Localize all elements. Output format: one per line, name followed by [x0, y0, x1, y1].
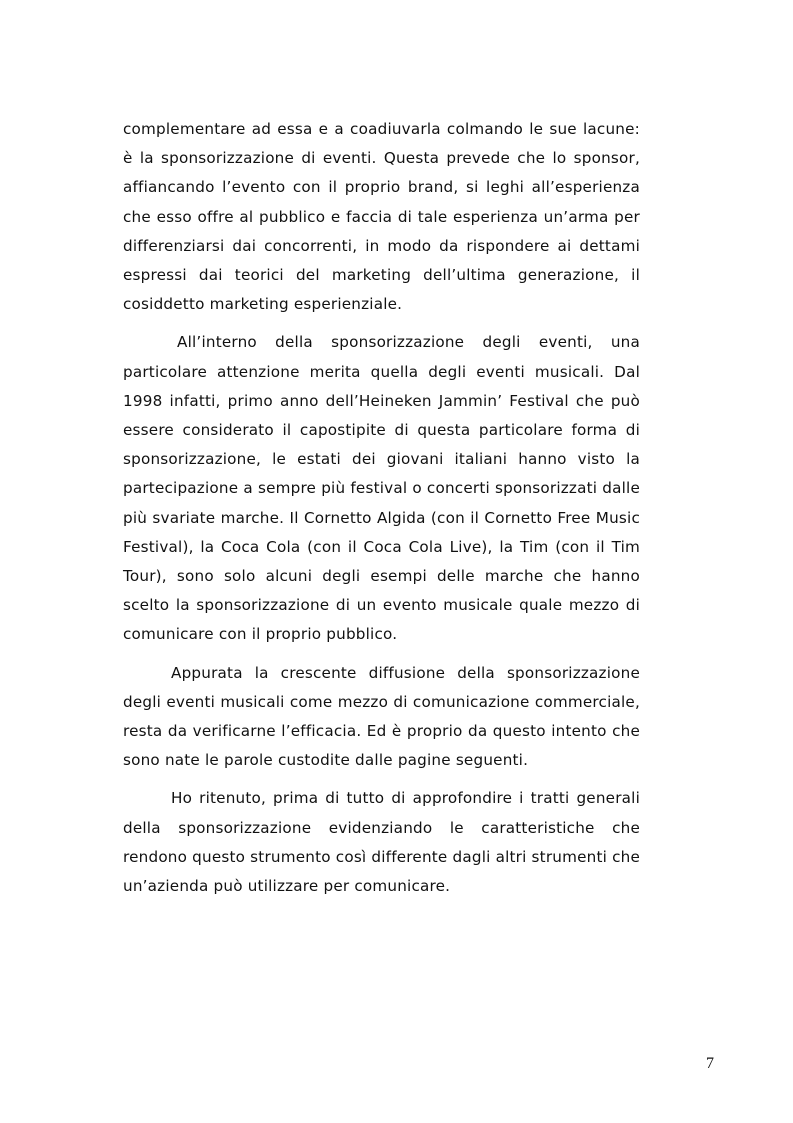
paragraph-2: All’interno della sponsorizzazione degli eventi, una particolare attenzione merita quella degli eventi musicali. Dal 1998 infatti, primo anno dell’Heineken Jammin’ Festival che può essere considerato il capostipite di questa particolare forma di sponsorizzazione, le estati dei giovani italiani hanno visto la partecipazione a sempre più festival o concerti sponsorizzati dalle più svariate marche. Il Cornetto Algida (con il Cornetto Free Music Festival), la Coca Cola (con il Coca Cola Live), la Tim (con il Tim Tour), sono solo alcuni degli esempi delle marche che hanno scelto la sponsorizzazione di un evento musicale quale mezzo di comunicare con il proprio pubblico. [123, 333, 640, 644]
paragraph-3: Appurata la crescente diffusione della sponsorizzazione degli eventi musicali come mezzo di comunicazione commerciale, resta da verificarne l’efficacia. Ed è proprio da questo intento che sono nate le parole custodite dalle pagine seguenti. [123, 663, 640, 770]
page-number: 7 [706, 1055, 714, 1072]
paragraph-4: Ho ritenuto, prima di tutto di approfondire i tratti generali della sponsorizzazione evidenziando le caratteristiche che rendono questo strumento così differente dagli altri strumenti che un’azienda può utilizzare per comunicare. [123, 789, 640, 896]
body-text [123, 115, 640, 910]
paragraph-1: complementare ad essa e a coadiuvarla colmando le sue lacune: è la sponsorizzazione di eventi. Questa prevede che lo sponsor, affiancando l’evento con il proprio brand, si leghi all’esperienza che esso offre al pubblico e faccia di tale esperienza un’arma per differenziarsi dai concorrenti, in modo da rispondere ai dettami espressi dai teorici del marketing dell’ultima generazione, il cosiddetto marketing esperienziale. [123, 120, 640, 314]
